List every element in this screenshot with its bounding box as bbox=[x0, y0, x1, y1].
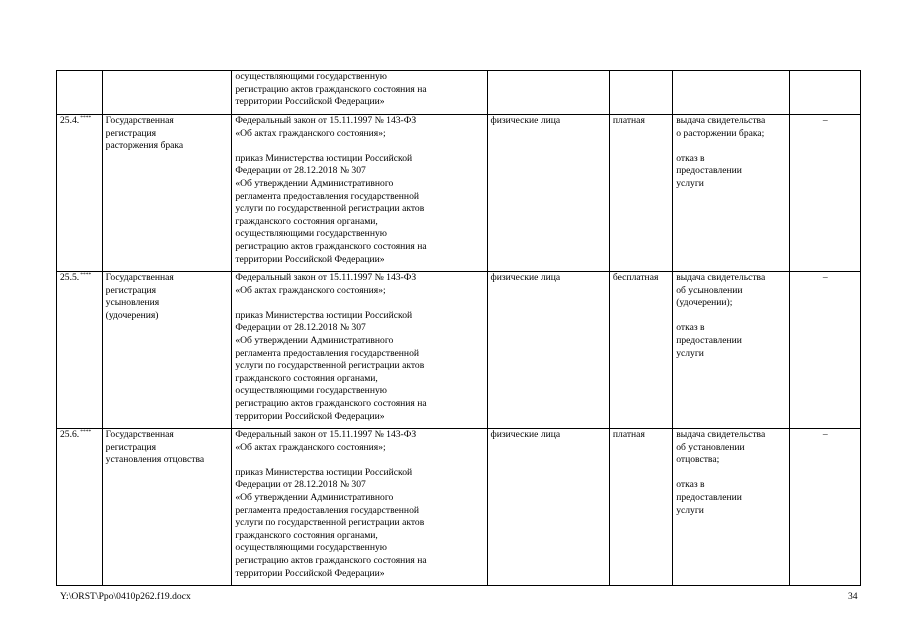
service-name-line: (удочерения) bbox=[105, 309, 159, 321]
result-cell bbox=[673, 272, 790, 429]
service-name-cell bbox=[102, 71, 232, 115]
result-line: выдача свидетельства bbox=[676, 272, 766, 283]
result-line: отказ в bbox=[676, 152, 705, 164]
page-number: 34 bbox=[848, 591, 858, 602]
service-name-cell bbox=[102, 429, 232, 586]
legal-basis-line: регламента предоставления государственной bbox=[235, 190, 419, 202]
legal-basis-line: «Об актах гражданского состояния»; bbox=[235, 127, 386, 139]
payment-cell bbox=[609, 429, 672, 586]
result-cell bbox=[673, 115, 790, 272]
payment-cell bbox=[609, 71, 672, 115]
continuation-row bbox=[57, 71, 861, 115]
result-line: об установлении bbox=[676, 441, 745, 453]
legal-basis-line: «Об утверждении Административного bbox=[235, 177, 394, 189]
legal-basis-line: услуги по государственной регистрации актов bbox=[235, 517, 425, 529]
legal-basis-line: приказ Министерства юстиции Российской bbox=[235, 152, 413, 164]
row-number: 25.4. bbox=[60, 115, 80, 126]
result-line: отцовства; bbox=[676, 454, 720, 466]
result-cell bbox=[673, 429, 790, 586]
legal-basis-line: Федерации от 28.12.2018 № 307 bbox=[235, 479, 366, 491]
footnote-mark: **** bbox=[80, 271, 92, 278]
service-name-line: Государственная bbox=[105, 272, 174, 283]
legal-basis-line: регистрацию актов гражданского состояния на bbox=[235, 397, 427, 409]
service-name-cell bbox=[102, 272, 232, 429]
legal-basis-line: осуществляющими государственную bbox=[235, 71, 387, 82]
dash-text: – bbox=[822, 429, 828, 440]
service-name-line: Государственная bbox=[105, 115, 174, 126]
recipients-cell bbox=[487, 115, 609, 272]
row-number: 25.6. bbox=[60, 429, 80, 440]
legal-basis-line: гражданского состояния органами, bbox=[235, 215, 378, 227]
legal-basis-line: территории Российской Федерации» bbox=[235, 253, 385, 265]
dash-text: – bbox=[822, 272, 828, 283]
service-name-cell bbox=[102, 115, 232, 272]
legal-basis-cell bbox=[232, 71, 487, 115]
legal-basis-line: Федеральный закон от 15.11.1997 № 143-ФЗ bbox=[235, 429, 417, 440]
service-name-line: установления отцовства bbox=[105, 454, 205, 466]
table-row bbox=[57, 429, 861, 586]
footnote-mark: **** bbox=[80, 428, 92, 435]
dash-text: – bbox=[822, 115, 828, 126]
result-line: о расторжении брака; bbox=[676, 127, 765, 139]
legal-basis-line: приказ Министерства юстиции Российской bbox=[235, 309, 413, 321]
recipients-cell bbox=[487, 272, 609, 429]
table-row bbox=[57, 115, 861, 272]
number-cell bbox=[57, 272, 103, 429]
result-line: услуги bbox=[676, 347, 704, 359]
legal-basis-line: гражданского состояния органами, bbox=[235, 529, 378, 541]
footer-file-path: Y:\ORST\Ppo\0410p262.f19.docx bbox=[60, 591, 191, 602]
legal-basis-line: регистрацию актов гражданского состояния на bbox=[235, 554, 427, 566]
number-cell bbox=[57, 115, 103, 272]
payment-text: бесплатная bbox=[612, 272, 659, 283]
legal-basis-line: регистрацию актов гражданского состояния на bbox=[235, 83, 427, 95]
legal-basis-line: «Об утверждении Административного bbox=[235, 491, 394, 503]
result-line: об усыновлении bbox=[676, 284, 743, 296]
number-cell bbox=[57, 71, 103, 115]
legal-basis-line: территории Российской Федерации» bbox=[235, 567, 385, 579]
other-cell bbox=[790, 429, 861, 586]
result-line: выдача свидетельства bbox=[676, 115, 766, 126]
other-cell bbox=[790, 115, 861, 272]
recipients-text: физические лица bbox=[490, 115, 561, 126]
legal-basis-line: услуги по государственной регистрации актов bbox=[235, 203, 425, 215]
row-number: 25.5. bbox=[60, 272, 80, 283]
legal-basis-line: регламента предоставления государственной bbox=[235, 504, 419, 516]
recipients-cell bbox=[487, 429, 609, 586]
legal-basis-line: Федеральный закон от 15.11.1997 № 143-ФЗ bbox=[235, 115, 417, 126]
legal-basis-cell bbox=[232, 115, 487, 272]
service-name-line: регистрация bbox=[105, 441, 157, 453]
service-name-line: Государственная bbox=[105, 429, 174, 440]
legal-basis-line: «Об актах гражданского состояния»; bbox=[235, 284, 386, 296]
service-name-line: регистрация bbox=[105, 284, 157, 296]
result-line: предоставлении bbox=[676, 165, 742, 177]
legal-basis-line: Федеральный закон от 15.11.1997 № 143-ФЗ bbox=[235, 272, 417, 283]
service-name-line: регистрация bbox=[105, 127, 157, 139]
legal-basis-cell bbox=[232, 272, 487, 429]
legal-basis-line: территории Российской Федерации» bbox=[235, 96, 385, 108]
service-name-line: расторжения брака bbox=[105, 140, 184, 152]
payment-cell bbox=[609, 272, 672, 429]
payment-text: платная bbox=[612, 429, 645, 440]
services-table bbox=[56, 70, 861, 586]
number-cell bbox=[57, 429, 103, 586]
footnote-mark: **** bbox=[80, 114, 92, 121]
legal-basis-line: осуществляющими государственную bbox=[235, 385, 387, 397]
result-line: предоставлении bbox=[676, 491, 742, 503]
other-cell bbox=[790, 71, 861, 115]
legal-basis-line: регламента предоставления государственной bbox=[235, 347, 419, 359]
result-line: отказ в bbox=[676, 479, 705, 491]
legal-basis-line: осуществляющими государственную bbox=[235, 542, 387, 554]
service-name-line: усыновления bbox=[105, 297, 160, 309]
result-line: услуги bbox=[676, 177, 704, 189]
payment-cell bbox=[609, 115, 672, 272]
legal-basis-line: Федерации от 28.12.2018 № 307 bbox=[235, 322, 366, 334]
result-line: отказ в bbox=[676, 322, 705, 334]
legal-basis-line: «Об актах гражданского состояния»; bbox=[235, 441, 386, 453]
result-line: (удочерении); bbox=[676, 297, 733, 309]
result-line: услуги bbox=[676, 504, 704, 516]
legal-basis-line: территории Российской Федерации» bbox=[235, 410, 385, 422]
legal-basis-line: регистрацию актов гражданского состояния на bbox=[235, 240, 427, 252]
recipients-text: физические лица bbox=[490, 272, 561, 283]
legal-basis-line: «Об утверждении Административного bbox=[235, 334, 394, 346]
legal-basis-line: приказ Министерства юстиции Российской bbox=[235, 466, 413, 478]
legal-basis-line: осуществляющими государственную bbox=[235, 228, 387, 240]
legal-basis-line: услуги по государственной регистрации актов bbox=[235, 360, 425, 372]
legal-basis-line: гражданского состояния органами, bbox=[235, 372, 378, 384]
recipients-cell bbox=[487, 71, 609, 115]
legal-basis-cell bbox=[232, 429, 487, 586]
result-line: выдача свидетельства bbox=[676, 429, 766, 440]
table-row bbox=[57, 272, 861, 429]
result-line: предоставлении bbox=[676, 334, 742, 346]
legal-basis-line: Федерации от 28.12.2018 № 307 bbox=[235, 165, 366, 177]
payment-text: платная bbox=[612, 115, 645, 126]
result-cell bbox=[673, 71, 790, 115]
other-cell bbox=[790, 272, 861, 429]
recipients-text: физические лица bbox=[490, 429, 561, 440]
